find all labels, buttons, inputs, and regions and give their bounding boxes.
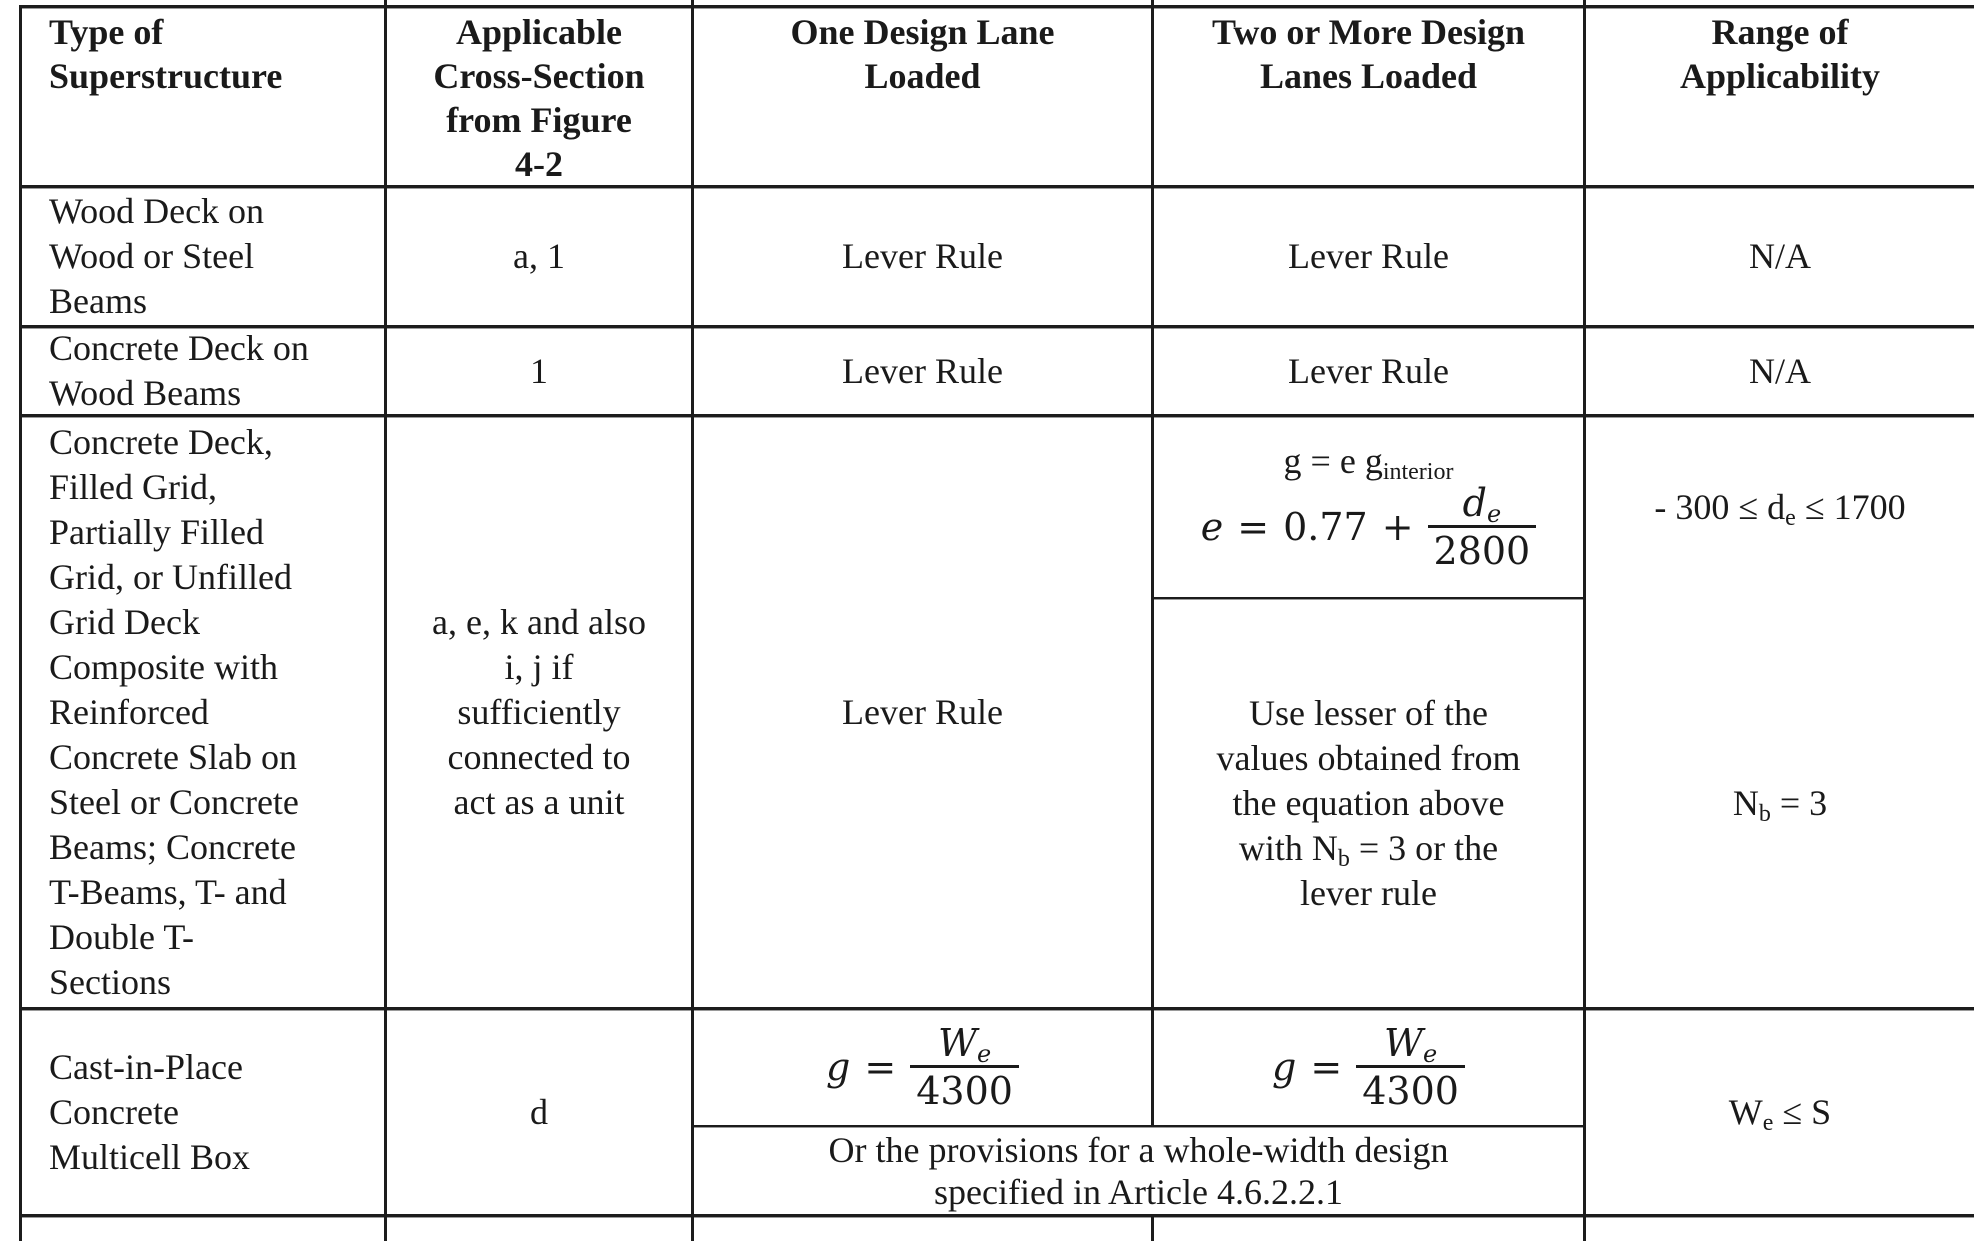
row3-two-lanes-lower — [1154, 599, 1583, 1007]
header-line: One Design Lane — [790, 12, 1055, 52]
subscript: b — [1337, 845, 1350, 872]
header-line: Applicability — [1679, 56, 1881, 96]
row3-cross-section — [387, 417, 691, 1007]
header-line: Cross-Section — [433, 56, 645, 96]
row4-two-lanes-equation — [1154, 1010, 1583, 1125]
equation-g-we-4300 — [1272, 1021, 1465, 1114]
cell-value: N/A — [1749, 236, 1811, 276]
eq-num-var: d — [1462, 480, 1487, 525]
row1-type — [22, 188, 384, 325]
row4-type — [22, 1010, 384, 1214]
header-two-or-more-lanes — [1154, 8, 1583, 186]
cell-line: specified in Article 4.6.2.2.1 — [934, 1171, 1343, 1212]
cell-value: d — [530, 1091, 548, 1132]
eq-denominator: 4300 — [1356, 1065, 1465, 1114]
cell-line: Concrete Slab on — [49, 736, 297, 777]
text: ≤ S — [1773, 1091, 1832, 1132]
header-line: Two or More Design — [1212, 12, 1525, 52]
eq-var: g — [826, 1045, 851, 1089]
cell-line: Double T- — [49, 916, 195, 957]
cell-line: Grid Deck — [49, 601, 200, 642]
cell-line: the equation above — [1232, 782, 1505, 823]
row3-one-lane — [694, 417, 1151, 1007]
header-type-of-superstructure — [22, 8, 384, 186]
cell-value: N/A — [1749, 350, 1811, 391]
cell-line: Partially Filled — [49, 511, 264, 552]
cell-line: Beams — [49, 281, 147, 321]
cell-value: Lever Rule — [1288, 236, 1449, 276]
row3-two-lanes-upper — [1154, 417, 1583, 597]
cell-line: sufficiently — [457, 691, 621, 732]
eq-var: g — [1272, 1045, 1297, 1089]
text: W — [1728, 1091, 1763, 1132]
eq-denominator: 2800 — [1428, 525, 1537, 574]
header-range-of-applicability — [1586, 8, 1974, 186]
eq-operator: = — [1237, 504, 1270, 549]
cell-value: Lever Rule — [842, 236, 1003, 276]
cell-line: Concrete — [49, 1091, 179, 1132]
eq-num-sub: e — [977, 1040, 992, 1068]
cell-line: Steel or Concrete — [49, 781, 299, 822]
header-line: Applicable — [455, 12, 623, 52]
cell-value: Lever Rule — [1288, 350, 1449, 391]
text: = 3 or the — [1349, 827, 1499, 868]
row3-range-upper — [1586, 417, 1974, 597]
cell-line: T-Beams, T- and — [49, 871, 287, 912]
cell-value: Lever Rule — [842, 350, 1003, 391]
cell-line: values obtained from — [1216, 737, 1521, 778]
cell-line: lever rule — [1300, 872, 1437, 913]
cell-line: Concrete Deck on — [49, 328, 309, 368]
cell-line: Grid, or Unfilled — [49, 556, 292, 597]
eq-fraction — [1428, 481, 1537, 574]
cell-line: Reinforced — [49, 691, 209, 732]
cell-line: Multicell Box — [49, 1136, 250, 1177]
cell-line: connected to — [447, 736, 631, 777]
row2-range — [1586, 328, 1974, 414]
range-suffix: ≤ 1700 — [1795, 486, 1906, 527]
row2-one-lane — [694, 328, 1151, 414]
row4-bottom-border — [20, 1214, 1974, 1217]
equation-e — [1201, 481, 1537, 574]
text: N — [1732, 782, 1759, 823]
eq-operator: = — [864, 1045, 897, 1089]
cell-line: i, j if — [504, 646, 574, 687]
range-text — [1654, 485, 1905, 530]
cell-line: a, e, k and also — [432, 601, 646, 642]
eq-numerator — [932, 1021, 997, 1068]
cell-line: Use lesser of the — [1249, 692, 1488, 733]
eq-constant: 0.77 — [1283, 504, 1368, 549]
cell-line: Cast-in-Place — [49, 1046, 243, 1087]
subscript: e — [1762, 1109, 1774, 1136]
header-line: Superstructure — [49, 56, 283, 96]
cell-value: Lever Rule — [842, 691, 1003, 732]
cell-line: Or the provisions for a whole-width design — [828, 1129, 1449, 1170]
cell-line: Wood Beams — [49, 373, 242, 413]
header-line: Range of — [1711, 12, 1849, 52]
row2-two-lanes — [1154, 328, 1583, 414]
cell-value: a, 1 — [513, 236, 565, 276]
cell-line: Wood or Steel — [49, 236, 255, 276]
cell-line: Sections — [49, 961, 171, 1002]
header-line: 4-2 — [515, 144, 563, 184]
row2-cross-section — [387, 328, 691, 414]
col-divider-3b — [1151, 1214, 1154, 1241]
cell-line: Wood Deck on — [49, 191, 265, 231]
row4-one-lane-equation — [694, 1010, 1151, 1125]
eq-operator: + — [1381, 504, 1414, 549]
range-sub: e — [1785, 504, 1796, 531]
range-text — [1729, 1090, 1831, 1135]
row2-type — [22, 328, 384, 414]
row4-cross-section — [387, 1010, 691, 1214]
text: with N — [1238, 827, 1338, 868]
subscript: b — [1758, 800, 1771, 827]
eq-numerator — [1378, 1021, 1443, 1068]
eq-numerator — [1457, 480, 1508, 528]
eq-subscript: interior — [1382, 458, 1454, 485]
range-text — [1733, 781, 1827, 826]
eq-fraction — [1356, 1021, 1465, 1114]
header-one-design-lane — [694, 8, 1151, 186]
row4-merged-note — [694, 1127, 1583, 1214]
eq-var: e — [1200, 504, 1224, 549]
cell-line: Beams; Concrete — [49, 826, 296, 867]
cell-line: act as a unit — [453, 781, 625, 822]
eq-num-sub: e — [1486, 499, 1502, 528]
header-line: Loaded — [864, 56, 981, 96]
cell-value: 1 — [530, 350, 548, 391]
header-applicable-cross-section — [387, 8, 691, 186]
header-line: Lanes Loaded — [1259, 56, 1478, 96]
eq-num-sub: e — [1423, 1040, 1438, 1068]
row4-range — [1586, 1010, 1974, 1214]
equation-g-e-ginterior — [1283, 440, 1454, 485]
range-prefix: - 300 ≤ d — [1654, 486, 1786, 527]
row3-type — [22, 417, 384, 1007]
header-line: from Figure — [446, 100, 632, 140]
row1-cross-section — [387, 188, 691, 325]
eq-denominator: 4300 — [910, 1065, 1019, 1114]
eq-num-var: W — [1383, 1021, 1423, 1065]
cell-line — [1239, 826, 1498, 871]
row3-range-lower — [1586, 599, 1974, 1007]
cell-line: Filled Grid, — [49, 466, 217, 507]
eq-num-var: W — [937, 1021, 977, 1065]
cell-line: Concrete Deck, — [49, 421, 273, 462]
eq-text: g = e g — [1283, 440, 1383, 481]
eq-operator: = — [1310, 1045, 1343, 1089]
row1-range — [1586, 188, 1974, 325]
header-line: Type of — [49, 12, 164, 52]
row1-two-lanes — [1154, 188, 1583, 325]
cell-line: Composite with — [49, 646, 279, 687]
text: = 3 — [1770, 782, 1828, 823]
eq-fraction — [910, 1021, 1019, 1114]
row1-one-lane — [694, 188, 1151, 325]
equation-g-we-4300 — [826, 1021, 1019, 1114]
